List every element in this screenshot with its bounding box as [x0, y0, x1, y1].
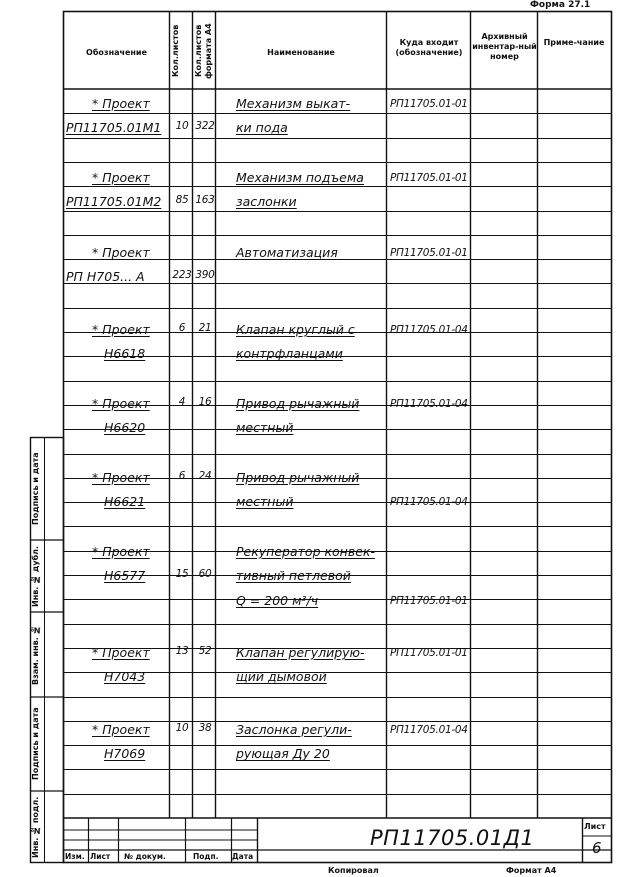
entry-included-in: РП11705.01-01 [390, 594, 468, 607]
entry-a4-count: 60 [198, 568, 212, 581]
entry-included-in: РП11705.01-01 [390, 247, 468, 259]
entry-project-label: * Проект [92, 170, 150, 185]
entry-name-line1: Заслонка регули- [236, 722, 352, 737]
entry-a4-count: 322 [195, 120, 215, 133]
entry-name-line1: Механизм выкат- [236, 96, 351, 111]
entry-a4-count: 38 [198, 722, 212, 734]
entry-code: Н7069 [104, 746, 146, 762]
entry-name-line1: Автоматизация [236, 245, 338, 260]
stamp-list: Лист [90, 852, 111, 861]
entry-code: Н6621 [104, 494, 146, 510]
entry-code: Н7043 [104, 669, 146, 685]
entry-included-in: РП11705.01-01 [390, 647, 468, 659]
header-included-in: Куда входит (обозначение) [395, 38, 463, 57]
entry-code: РП11705.01М2 [66, 194, 162, 210]
stamp-data: Дата [232, 852, 254, 861]
entry-name-line2: заслонки [236, 194, 297, 210]
header-a4-count: Кол.листов формата А4 [194, 23, 213, 79]
entry-name-line1: Клапан регулирую- [236, 645, 365, 660]
entry-a4-count: 24 [198, 470, 212, 482]
entry-name-line2: щий дымовой [236, 669, 327, 685]
stamp-doc-code: РП11705.01Д1 [370, 826, 535, 850]
footer-format: Формат А4 [506, 866, 557, 875]
entry-a4-count: 21 [198, 322, 212, 334]
entry-sheet-count: 6 [178, 470, 186, 482]
side-sign-date-bottom: Подпись и дата [31, 707, 40, 781]
entry-a4-count: 16 [198, 396, 212, 408]
entry-code: Н6618 [104, 346, 146, 362]
entry-sheet-count: 6 [178, 322, 186, 334]
entry-included-in: РП11705.01-04 [390, 724, 468, 736]
entry-name-line2: ки пода [236, 120, 288, 136]
entry-sheet-count: 15 [175, 568, 189, 581]
stamp-sheet-number: 6 [592, 839, 602, 857]
entry-name-line1: Механизм подъема [236, 170, 364, 185]
entry-sheet-count: 10 [175, 120, 189, 133]
header-note: Приме-чание [543, 38, 605, 47]
entry-code: Н6620 [104, 420, 146, 436]
entry-a4-count: 163 [195, 194, 215, 207]
entry-included-in: РП11705.01-04 [390, 398, 468, 410]
entry-project-label: * Проект [92, 722, 150, 737]
stamp-sheet-label: Лист [584, 822, 606, 831]
entry-project-label: * Проект [92, 544, 150, 559]
side-sign-date-top: Подпись и дата [31, 452, 40, 526]
entry-included-in: РП11705.01-04 [390, 496, 468, 509]
entry-sheet-count: 85 [175, 194, 189, 207]
entry-name-line1: Рекуператор конвек- [236, 544, 375, 559]
entry-project-label: * Проект [92, 245, 150, 260]
stamp-podp: Подп. [193, 852, 219, 861]
entry-name-line3: Q = 200 м³/ч [236, 592, 319, 608]
entry-code: Н6577 [104, 568, 146, 584]
entry-project-label: * Проект [92, 322, 150, 337]
entry-a4-count: 390 [195, 269, 215, 282]
entry-name-line2: контрфланцами [236, 346, 343, 362]
entry-project-label: * Проект [92, 645, 150, 660]
entry-name-line1: Клапан круглый с [236, 322, 355, 337]
header-sheet-count: Кол.листов [171, 24, 180, 78]
entry-a4-count: 52 [198, 645, 212, 657]
side-inv-orig: Инв. № подл. [31, 796, 40, 858]
footer-copied: Копировал [328, 866, 379, 875]
entry-included-in: РП11705.01-01 [390, 98, 468, 110]
entry-sheet-count: 4 [178, 396, 186, 408]
entry-included-in: РП11705.01-01 [390, 172, 468, 184]
entry-project-label: * Проект [92, 96, 150, 111]
entry-sheet-count: 13 [175, 645, 189, 657]
entry-name-line2: местный [236, 494, 294, 510]
form-label: Форма 27.1 [530, 0, 591, 10]
entry-code: РП11705.01М1 [66, 120, 162, 136]
entry-project-label: * Проект [92, 470, 150, 485]
header-name: Наименование [267, 48, 335, 57]
entry-sheet-count: 223 [172, 269, 192, 282]
header-archive: Архивный инвентар-ный номер [472, 32, 537, 61]
stamp-doc-no: № докум. [124, 852, 166, 861]
entry-included-in: РП11705.01-04 [390, 324, 468, 336]
entry-name-line1: Привод рычажный [236, 470, 360, 485]
entry-code: РП Н705... А [66, 269, 145, 285]
entry-sheet-count: 10 [175, 722, 189, 734]
entry-name-line1: Привод рычажный [236, 396, 360, 411]
entry-name-line2: местный [236, 420, 294, 436]
entry-name-line2: тивный петлевой [236, 568, 351, 584]
header-designation: Обозначение [86, 48, 147, 57]
entry-name-line2: рующая Ду 20 [236, 746, 330, 762]
side-vzam-inv: Взам. инв. № [31, 625, 40, 685]
side-inv-dup: Инв. № дубл. [31, 545, 40, 607]
entry-project-label: * Проект [92, 396, 150, 411]
stamp-izm: Изм. [65, 852, 85, 861]
